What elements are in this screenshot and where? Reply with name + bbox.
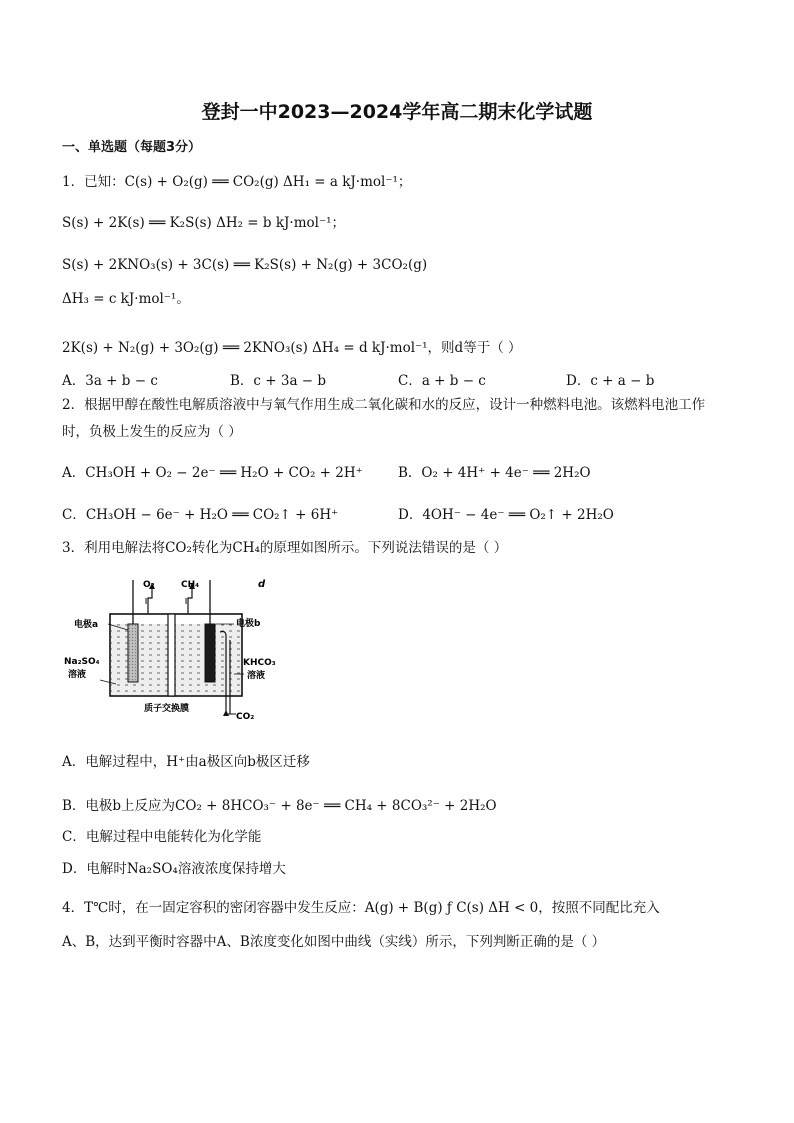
q4-line-2: A、B，达到平衡时容器中A、B浓度变化如图中曲线（实线）所示，下列判断正确的是（ ） <box>62 934 606 950</box>
q3-stem: 3．利用电解法将CO₂转化为CH₄的原理如图所示。下列说法错误的是（ ） <box>62 540 508 556</box>
q2-option-c: C．CH₃OH − 6e⁻ + H₂O ══ CO₂↑ + 6H⁺ <box>62 507 339 523</box>
electrolysis-diagram <box>60 574 290 726</box>
left-solution-label-2: 溶液 <box>68 670 87 680</box>
q2-option-d: D．4OH⁻ − 4e⁻ ══ O₂↑ + 2H₂O <box>398 507 614 523</box>
o2-label: O₂ <box>143 580 155 590</box>
q1-line-4: ΔH₃ = c kJ·mol⁻¹。 <box>62 291 190 307</box>
q2-option-b: B．O₂ + 4H⁺ + 4e⁻ ══ 2H₂O <box>398 465 591 481</box>
o2-outlet <box>148 588 152 614</box>
q3-option-d: D．电解时Na₂SO₄溶液浓度保持增大 <box>62 861 286 877</box>
q1-option-c: C．a + b − c <box>398 373 486 389</box>
electrode-a-label: 电极a <box>74 620 99 630</box>
electrode-a <box>128 624 138 682</box>
up-arrow-icon <box>223 710 229 716</box>
electrode-b-label: 电极b <box>236 619 261 629</box>
electrode-b <box>205 624 215 682</box>
q1-line-5: 2K(s) + N₂(g) + 3O₂(g) ══ 2KNO₃(s) ΔH₄ = d kJ·mol⁻¹，则d等于（ ） <box>62 340 522 356</box>
q3-option-a: A．电解过程中，H⁺由a极区向b极区迁移 <box>62 754 310 770</box>
q2-line-1: 2．根据甲醇在酸性电解质溶液中与氧气作用生成二氧化碳和水的反应，设计一种燃料电池。该燃料电池工作 <box>62 397 706 413</box>
q3-option-c: C．电解过程中电能转化为化学能 <box>62 829 262 845</box>
q1-option-a: A．3a + b − c <box>62 373 158 389</box>
q4-line-1: 4．T℃时，在一固定容积的密闭容器中发生反应：A(g) + B(g) ƒ C(s) ΔH < 0，按照不同配比充入 <box>62 900 660 916</box>
q3-option-b: B．电极b上反应为CO₂ + 8HCO₃⁻ + 8e⁻ ══ CH₄ + 8CO₃²⁻ + 2H₂O <box>62 798 497 814</box>
q2-line-2: 时，负极上发生的反应为（ ） <box>62 424 242 440</box>
ch4-label: CH₄ <box>181 580 200 590</box>
corner-mark: d <box>258 579 266 590</box>
section-heading: 一、单选题（每题3分） <box>62 140 202 155</box>
q1-option-b: B．c + 3a − b <box>230 373 327 389</box>
co2-inlet-label: CO₂ <box>236 712 255 722</box>
q1-line-2: S(s) + 2K(s) ══ K₂S(s) ΔH₂ = b kJ·mol⁻¹； <box>62 215 346 231</box>
membrane-label: 质子交换膜 <box>144 704 190 714</box>
page-title: 登封一中2023—2024学年高二期末化学试题 <box>201 101 593 123</box>
q1-line-3: S(s) + 2KNO₃(s) + 3C(s) ══ K₂S(s) + N₂(g) + 3CO₂(g) <box>62 257 428 273</box>
q1-line-1: 1．已知：C(s) + O₂(g) ══ CO₂(g) ΔH₁ = a kJ·mol⁻¹； <box>62 174 412 190</box>
right-solution-label-2: 溶液 <box>247 671 266 681</box>
proton-exchange-membrane <box>168 614 175 696</box>
left-solution-label: Na₂SO₄ <box>64 657 100 667</box>
q1-option-d: D．c + a − b <box>566 373 655 389</box>
right-solution-label: KHCO₃ <box>243 658 276 668</box>
ch4-outlet <box>188 588 192 614</box>
q2-option-a: A．CH₃OH + O₂ − 2e⁻ ══ H₂O + CO₂ + 2H⁺ <box>62 465 363 481</box>
